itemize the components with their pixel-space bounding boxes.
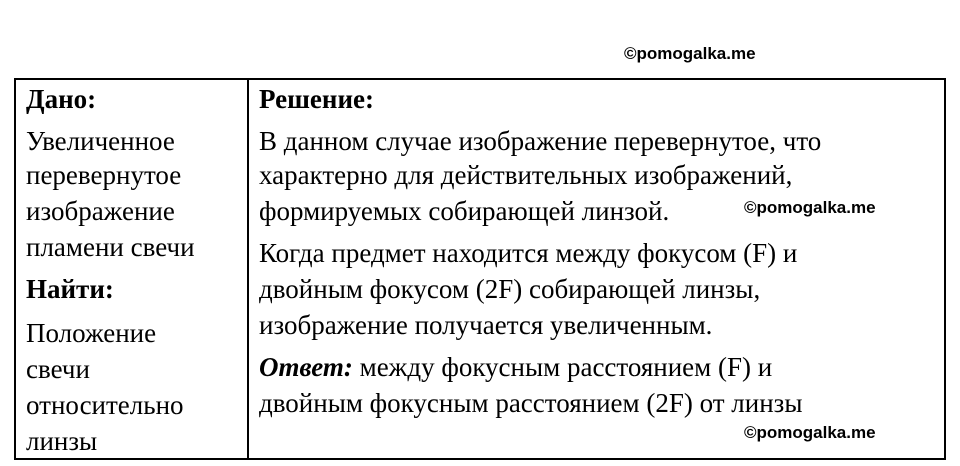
solution-heading: Решение: xyxy=(259,84,374,114)
find-heading: Найти: xyxy=(26,274,114,304)
find-line: линзы xyxy=(26,426,98,456)
solution-paragraph-1-line: характерно для действительных изображений, xyxy=(259,160,793,190)
answer-line xyxy=(259,350,772,384)
answer-text: между фокусным расстоянием (F) и xyxy=(359,352,773,382)
given-line: пламени свечи xyxy=(26,232,195,262)
given-line: Увеличенное xyxy=(26,126,175,156)
watermark-bottom: ©pomogalka.me xyxy=(744,423,876,442)
find-line: свечи xyxy=(26,354,90,384)
given-heading: Дано: xyxy=(26,84,97,114)
find-line: относительно xyxy=(26,390,184,420)
solution-table xyxy=(14,78,946,460)
solution-paragraph-2-line: изображение получается увеличенным. xyxy=(259,310,713,340)
watermark-middle: ©pomogalka.me xyxy=(744,198,876,217)
solution-paragraph-2-line: Когда предмет находится между фокусом (F) и xyxy=(259,238,798,268)
answer-line: двойным фокусным расстоянием (2F) от линзы xyxy=(259,388,803,418)
watermark-top: ©pomogalka.me xyxy=(624,44,756,63)
answer-label: Ответ: xyxy=(259,352,353,382)
given-line: перевернутое xyxy=(26,160,182,190)
solution-paragraph-2-line: двойным фокусом (2F) собирающей линзы, xyxy=(259,274,761,304)
solution-paragraph-1-line: В данном случае изображение перевернутое, что xyxy=(259,126,822,156)
solution-paragraph-1-line: формируемых собирающей линзой. xyxy=(259,196,670,226)
column-divider xyxy=(247,80,249,458)
find-line: Положение xyxy=(26,318,157,348)
given-line: изображение xyxy=(26,196,175,226)
